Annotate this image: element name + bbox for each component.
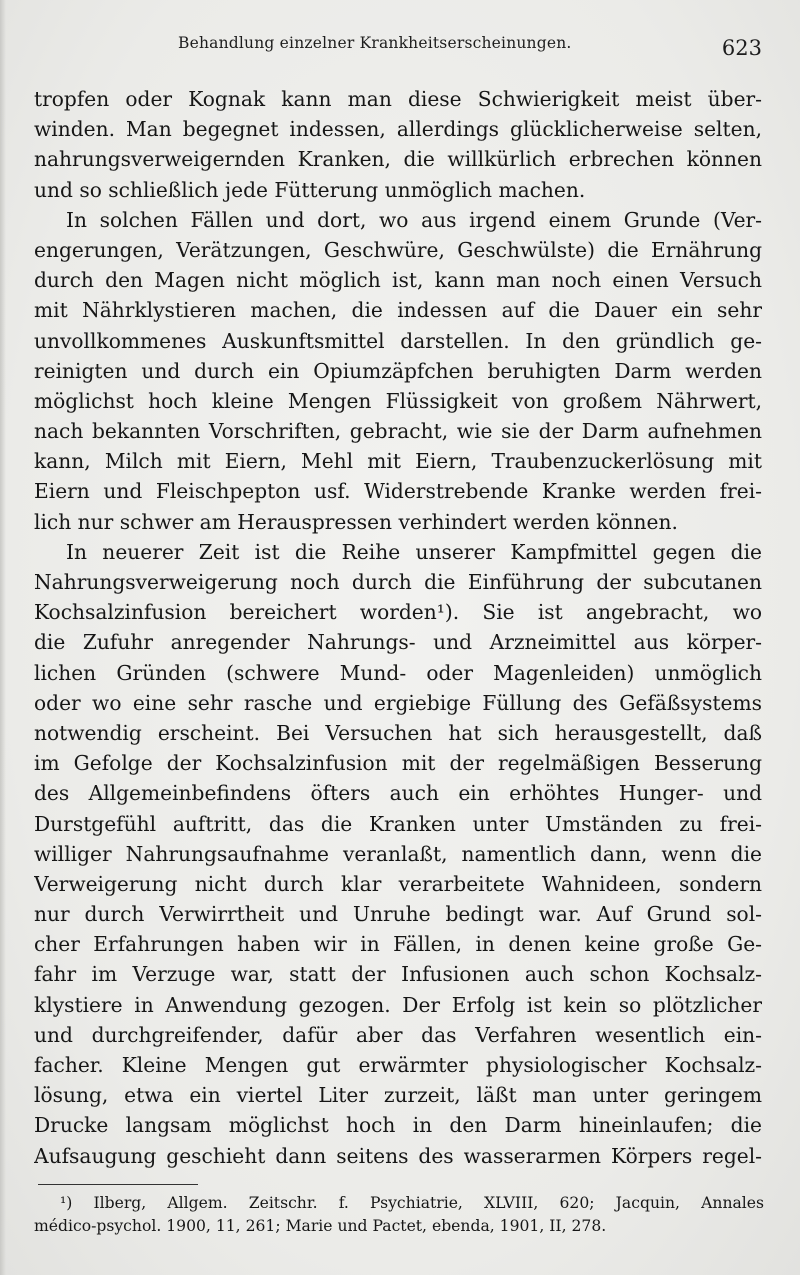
text-line: cher Erfahrungen haben wir in Fällen, in denen keine große Ge- [34, 932, 762, 957]
paragraph-first-line: In neuerer Zeit ist die Reihe unserer Kampfmittel gegen die [66, 539, 762, 564]
text-line: die Zufuhr anregender Nahrungs- und Arzneimittel aus körper- [34, 630, 762, 655]
text-line: kann, Milch mit Eiern, Mehl mit Eiern, Traubenzuckerlösung mit [34, 449, 762, 474]
text-line: tropfen oder Kognak kann man diese Schwierigkeit meist über- [34, 87, 762, 111]
text-line: lösung, etwa ein viertel Liter zurzeit, läßt man unter geringem [34, 1083, 762, 1108]
page-number: 623 [721, 36, 762, 60]
text-line: im Gefolge der Kochsalzinfusion mit der regelmäßigen Besserung [34, 751, 762, 776]
text-line: des Allgemeinbefindens öfters auch ein erhöhtes Hunger- und [34, 781, 762, 806]
text-line: Verweigerung nicht durch klar verarbeitete Wahnideen, sondern [34, 871, 762, 896]
text-line: notwendig erscheint. Bei Versuchen hat sich herausgestellt, daß [34, 720, 762, 745]
text-line: mit Nährklystieren machen, die indessen auf die Dauer ein sehr [34, 298, 762, 323]
text-line: reinigten und durch ein Opiumzäpfchen beruhigten Darm werden [34, 358, 762, 383]
text-line: winden. Man begegnet indessen, allerdings glücklicherweise selten, [34, 117, 762, 142]
text-line: nach bekannten Vorschriften, gebracht, wie sie der Darm aufnehmen [34, 419, 762, 444]
footnote-line: médico-psychol. 1900, 11, 261; Marie und Pactet, ebenda, 1901, II, 278. [34, 1217, 607, 1235]
text-line: durch den Magen nicht möglich ist, kann man noch einen Versuch [34, 268, 762, 293]
text-line: Drucke langsam möglichst hoch in den Darm hineinlaufen; die [34, 1113, 762, 1138]
running-header: Behandlung einzelner Krankheitserscheinungen. [178, 34, 572, 52]
text-line: und durchgreifender, dafür aber das Verfahren wesentlich ein- [34, 1022, 762, 1047]
text-line: fahr im Verzuge war, statt der Infusionen auch schon Kochsalz- [34, 962, 762, 987]
text-line: williger Nahrungsaufnahme veranlaßt, namentlich dann, wenn die [34, 841, 762, 866]
text-line: nur durch Verwirrtheit und Unruhe bedingt war. Auf Grund sol- [34, 902, 762, 927]
text-line: und so schließlich jede Fütterung unmöglich machen. [34, 177, 586, 202]
text-line: Kochsalzinfusion bereichert worden¹). Sie ist angebracht, wo [34, 600, 762, 625]
footnote-line: ¹) Ilberg, Allgem. Zeitschr. f. Psychiatrie, XLVIII, 620; Jacquin, Annales [60, 1194, 764, 1212]
footnote-divider [38, 1184, 198, 1185]
text-line: oder wo eine sehr rasche und ergiebige Füllung des Gefäßsystems [34, 690, 762, 715]
paragraph-first-line: In solchen Fällen und dort, wo aus irgend einem Grunde (Ver- [66, 207, 762, 232]
text-line: möglichst hoch kleine Mengen Flüssigkeit von großem Nährwert, [34, 388, 762, 413]
text-line: lichen Gründen (schwere Mund- oder Magenleiden) unmöglich [34, 660, 762, 685]
text-line: facher. Kleine Mengen gut erwärmter physiologischer Kochsalz- [34, 1053, 762, 1077]
text-line: Nahrungsverweigerung noch durch die Einführung der subcutanen [34, 570, 762, 594]
text-line: nahrungsverweigernden Kranken, die willkürlich erbrechen können [34, 147, 762, 172]
text-line: lich nur schwer am Herauspressen verhindert werden können. [34, 509, 678, 534]
text-line: engerungen, Verätzungen, Geschwüre, Geschwülste) die Ernährung [34, 237, 762, 262]
text-line: Durstgefühl auftritt, das die Kranken unter Umständen zu frei- [34, 811, 762, 836]
body-text [34, 84, 762, 1171]
text-line: unvollkommenes Auskunftsmittel darstellen. In den gründlich ge- [34, 328, 762, 353]
text-line: Aufsaugung geschieht dann seitens des wasserarmen Körpers regel- [34, 1143, 762, 1168]
text-line: Eiern und Fleischpepton usf. Widerstrebende Kranke werden frei- [34, 479, 762, 504]
footnotes [34, 1192, 764, 1238]
text-line: klystiere in Anwendung gezogen. Der Erfolg ist kein so plötzlicher [34, 992, 762, 1017]
page-edge-shadow [0, 0, 6, 1275]
